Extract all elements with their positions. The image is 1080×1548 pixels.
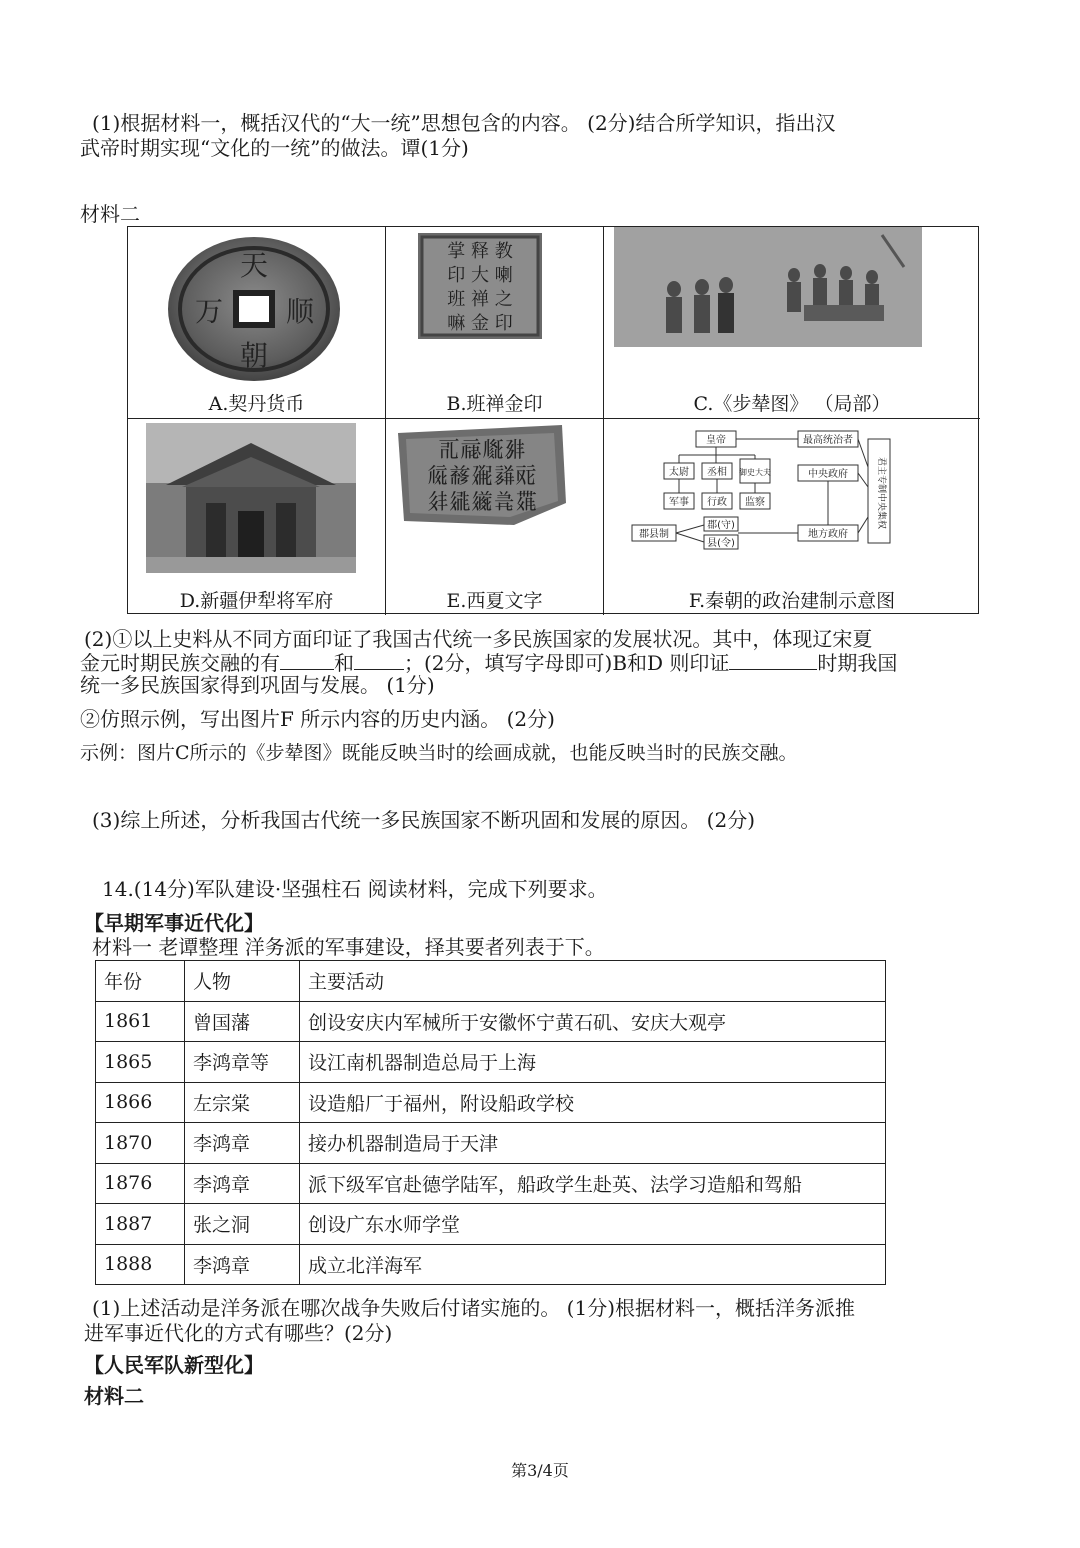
diagram-military: 军事 bbox=[669, 497, 689, 508]
q13-part2-line2-d: 时期我国 bbox=[817, 651, 898, 675]
table-cell-year: 1866 bbox=[96, 1082, 185, 1123]
q14-material1: 材料一 老谭整理 洋务派的军事建设，择其要者列表于下。 bbox=[92, 935, 605, 959]
q13-part3: (3)综上所述，分析我国古代统一多民族国家不断巩固和发展的原因。 (2分) bbox=[92, 808, 756, 832]
xixia-line-2: 𗏁𗒘𗘂𗙼𗠇 bbox=[426, 464, 538, 489]
seal-line-4: 嘛 金 印 bbox=[447, 313, 513, 334]
diagram-supervise: 监察 bbox=[745, 497, 765, 508]
xixia-line-1: 𗀀𗄊𗆟𗉐 bbox=[437, 438, 527, 463]
q13-part1-line2: 武帝时期实现“文化的一统”的做法。谭(1分) bbox=[80, 136, 469, 160]
table-row bbox=[96, 1123, 886, 1164]
table-header-year: 年份 bbox=[96, 961, 185, 1002]
diagram-central-gov: 中央政府 bbox=[808, 469, 848, 480]
qin-political-diagram bbox=[624, 427, 964, 551]
table-cell-activity: 接办机器制造局于天津 bbox=[300, 1123, 886, 1164]
q14-q1-line2: 进军事近代化的方式有哪些？(2分) bbox=[84, 1321, 393, 1345]
material2-label: 材料二 bbox=[80, 202, 140, 226]
answer-blank-3[interactable] bbox=[729, 649, 817, 670]
cell-f bbox=[604, 419, 980, 615]
coin-char-left: 万 bbox=[194, 295, 224, 328]
diagram-chancellor: 丞相 bbox=[707, 467, 727, 478]
coin-char-bottom: 朝 bbox=[239, 339, 269, 372]
cell-d bbox=[128, 419, 386, 615]
caption-d: D.新疆伊犁将军府 bbox=[179, 590, 334, 612]
seal-line-1: 掌 释 教 bbox=[447, 241, 513, 262]
q13-part1-line1: (1)根据材料一，概括汉代的“大一统”思想包含的内容。 (2分)结合所学知识，指出汉 bbox=[92, 111, 836, 135]
table-cell-year: 1870 bbox=[96, 1123, 185, 1164]
khitan-coin-image bbox=[164, 233, 344, 385]
bunian-painting-image bbox=[614, 227, 922, 347]
table-cell-person: 张之洞 bbox=[185, 1204, 300, 1245]
table-row bbox=[96, 1204, 886, 1245]
table-cell-activity: 创设广东水师学堂 bbox=[300, 1204, 886, 1245]
table-cell-person: 左宗棠 bbox=[185, 1082, 300, 1123]
diagram-local-gov: 地方政府 bbox=[808, 529, 848, 540]
table-cell-person: 曾国藩 bbox=[185, 1001, 300, 1042]
table-row bbox=[96, 1244, 886, 1285]
answer-blank-1[interactable] bbox=[280, 649, 334, 670]
q14-section2: 【人民军队新型化】 bbox=[84, 1353, 264, 1377]
q13-part2-line3: 统一多民族国家得到巩固与发展。 (1分) bbox=[80, 673, 435, 697]
table-header-activity: 主要活动 bbox=[300, 961, 886, 1002]
diagram-admin: 行政 bbox=[707, 497, 727, 508]
panchen-seal-image bbox=[418, 233, 542, 339]
q13-part2-line2-a: 金元时期民族交融的有 bbox=[80, 651, 280, 675]
table-cell-activity: 设造船厂于福州，附设船政学校 bbox=[300, 1082, 886, 1123]
cell-c bbox=[604, 227, 980, 419]
q13-part2-line1: (2)①以上史料从不同方面印证了我国古代统一多民族国家的发展状况。其中，体现辽宋夏 bbox=[84, 627, 873, 651]
diagram-side-note: 君主专制中央集权 bbox=[876, 457, 886, 530]
q13-part2-q2: ②仿照示例，写出图片F 所示内容的历史内涵。 (2分) bbox=[80, 707, 555, 731]
seal-line-3: 班 禅 之 bbox=[447, 289, 513, 310]
table-cell-year: 1888 bbox=[96, 1244, 185, 1285]
table-cell-person: 李鸿章等 bbox=[185, 1042, 300, 1083]
table-row bbox=[96, 1001, 886, 1042]
seal-line-2: 印 大 喇 bbox=[447, 265, 513, 286]
q14-material2: 材料二 bbox=[84, 1384, 144, 1408]
table-row bbox=[96, 1042, 886, 1083]
q13-example: 示例：图片C所示的《步辇图》既能反映当时的绘画成就，也能反映当时的民族交融。 bbox=[80, 742, 798, 764]
table-cell-person: 李鸿章 bbox=[185, 1244, 300, 1285]
table-header-person: 人物 bbox=[185, 961, 300, 1002]
caption-c: C.《步辇图》 （局部） bbox=[693, 393, 891, 415]
caption-a: A.契丹货币 bbox=[208, 393, 305, 415]
table-cell-year: 1887 bbox=[96, 1204, 185, 1245]
table-cell-activity: 创设安庆内军械所于安徽怀宁黄石矶、安庆大观亭 bbox=[300, 1001, 886, 1042]
table-row bbox=[96, 1082, 886, 1123]
table-header-row bbox=[96, 961, 886, 1002]
cell-b bbox=[386, 227, 604, 419]
q14-q1-line1: (1)上述活动是洋务派在哪次战争失败后付诸实施的。 (1分)根据材料一，概括洋务派推 bbox=[92, 1296, 856, 1320]
table-cell-year: 1861 bbox=[96, 1001, 185, 1042]
cell-a bbox=[128, 227, 386, 419]
diagram-emperor: 皇帝 bbox=[706, 435, 726, 446]
table-row bbox=[96, 1163, 886, 1204]
table-cell-person: 李鸿章 bbox=[185, 1123, 300, 1164]
coin-char-top: 天 bbox=[239, 249, 269, 282]
caption-b: B.班禅金印 bbox=[446, 393, 543, 415]
table-cell-year: 1865 bbox=[96, 1042, 185, 1083]
q13-part2-line2-b: 和 bbox=[334, 651, 354, 675]
diagram-xian: 县(令) bbox=[707, 538, 735, 549]
q14-header: 14.(14分)军队建设·坚强柱石 阅读材料，完成下列要求。 bbox=[102, 877, 608, 901]
diagram-junxian: 郡县制 bbox=[639, 529, 669, 540]
caption-e: E.西夏文字 bbox=[446, 590, 543, 612]
xixia-script-image bbox=[394, 423, 568, 527]
table-cell-year: 1876 bbox=[96, 1163, 185, 1204]
yili-general-mansion-image bbox=[146, 423, 356, 573]
westernization-military-table bbox=[95, 960, 886, 1285]
table-cell-activity: 成立北洋海军 bbox=[300, 1244, 886, 1285]
xixia-line-3: 𗢳𗧓𗫂𗯦𗶷 bbox=[426, 490, 538, 515]
cell-e bbox=[386, 419, 604, 615]
caption-f: F.秦朝的政治建制示意图 bbox=[688, 590, 896, 612]
answer-blank-2[interactable] bbox=[354, 649, 404, 670]
q14-section1: 【早期军事近代化】 bbox=[84, 911, 264, 935]
page-footer: 第3/4页 bbox=[511, 1461, 569, 1480]
table-cell-activity: 派下级军官赴德学陆军，船政学生赴英、法学习造船和驾船 bbox=[300, 1163, 886, 1204]
q13-part2-line2-c: ；(2分，填写字母即可)B和D 则印证 bbox=[404, 651, 730, 675]
table-cell-activity: 设江南机器制造总局于上海 bbox=[300, 1042, 886, 1083]
diagram-jun: 郡(守) bbox=[707, 520, 735, 531]
coin-char-right: 顺 bbox=[285, 295, 315, 328]
diagram-taiwei: 太尉 bbox=[669, 467, 689, 478]
diagram-yushi: 御史大夫 bbox=[739, 468, 771, 477]
diagram-supreme: 最高统治者 bbox=[803, 435, 853, 446]
table-cell-person: 李鸿章 bbox=[185, 1163, 300, 1204]
material2-image-grid bbox=[127, 226, 979, 614]
